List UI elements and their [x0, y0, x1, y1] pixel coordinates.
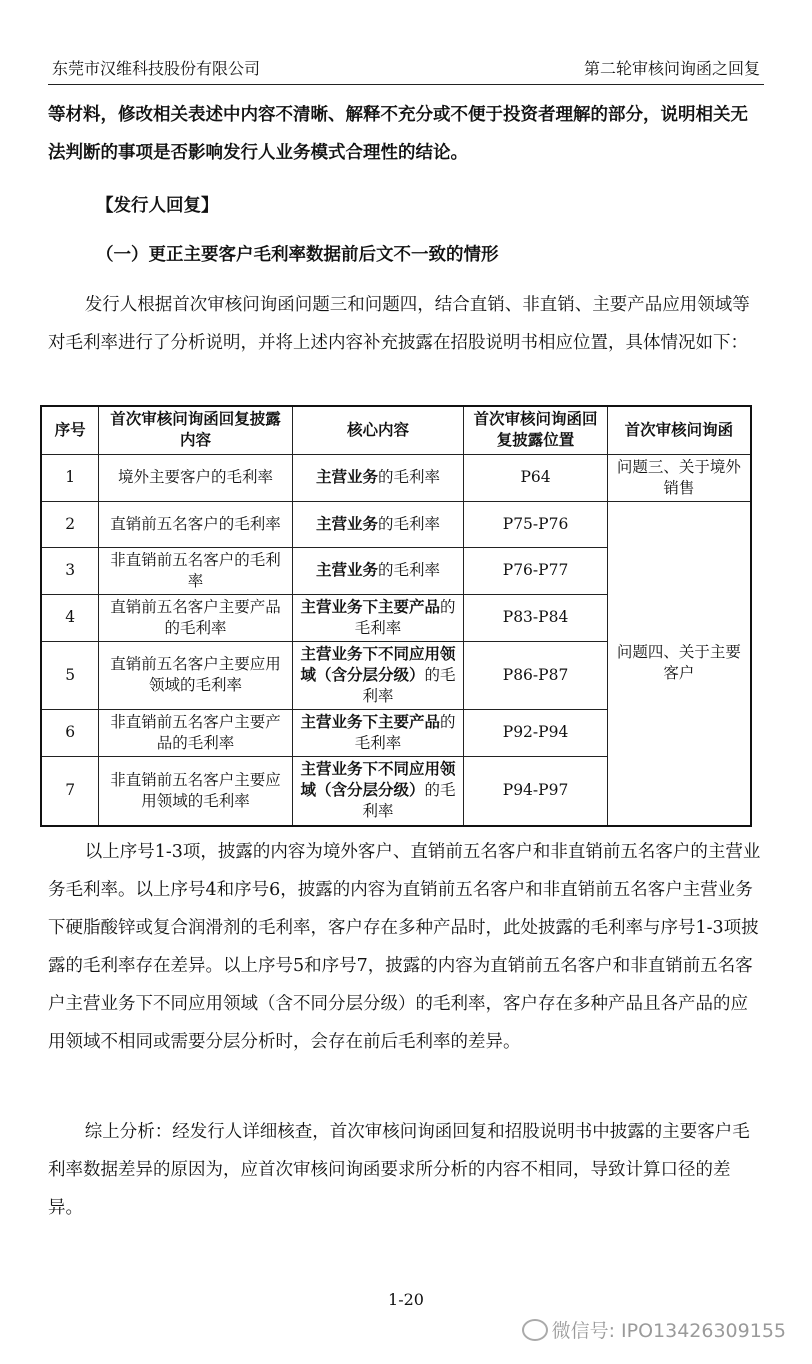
row-content: 非直销前五名客户主要应用领域的毛利率: [99, 756, 292, 826]
company-name: 东莞市汉维科技股份有限公司: [52, 59, 261, 78]
row-core: 主营业务下不同应用领域（含分层分级）的毛利率: [292, 641, 464, 709]
header-no: 序号: [41, 406, 99, 454]
row-no: 1: [41, 454, 99, 501]
row-no: 6: [41, 709, 99, 756]
row-no: 2: [41, 501, 99, 547]
watermark-text: 微信号: IPO13426309155: [551, 1320, 786, 1342]
row-core: 主营业务的毛利率: [292, 547, 464, 594]
disclosure-table: [40, 405, 752, 827]
section-heading: （一）更正主要客户毛利率数据前后文不一致的情形: [96, 245, 499, 265]
reply-heading: 【发行人回复】: [96, 196, 219, 216]
paragraph-1: 发行人根据首次审核问询函问题三和问题四，结合直销、非直销、主要产品应用领域等对毛利率进行了分析说明，并将上述内容补充披露在招股说明书相应位置，具体情况如下：: [48, 295, 750, 353]
row-no: 5: [41, 641, 99, 709]
row-position: P76-P77: [464, 547, 608, 594]
row-position: P64: [464, 454, 608, 501]
header-position: 首次审核问询函回复披露位置: [464, 406, 608, 454]
row-content: 境外主要客户的毛利率: [99, 454, 292, 501]
table-header-row: [41, 406, 751, 454]
table-row: [41, 501, 751, 547]
row-no: 7: [41, 756, 99, 826]
document-title: 第二轮审核问询函之回复: [583, 59, 760, 78]
row-position: P75-P76: [464, 501, 608, 547]
row-position: P94-P97: [464, 756, 608, 826]
row-core: 主营业务下主要产品的毛利率: [292, 594, 464, 641]
page-number: 1-20: [388, 1290, 424, 1309]
row-no: 4: [41, 594, 99, 641]
table-row: [41, 454, 751, 501]
row-position: P86-P87: [464, 641, 608, 709]
row-core: 主营业务下主要产品的毛利率: [292, 709, 464, 756]
paragraph-2: 以上序号1-3项，披露的内容为境外客户、直销前五名客户和非直销前五名客户的主营业务毛利率。以上序号4和序号6，披露的内容为直销前五名客户和非直销前五名客户主营业务下硬脂酸锌或复合润滑剂的毛利率，客户存在多种产品时，此处披露的毛利率与序号1-3项披露的毛利率存在差异。以上序号5和序号7，披露的内容为直销前五名客户和非直销前五名客户主营业务下不同应用领域（含不同分层分级）的毛利率，客户存在多种产品且各产品的应用领域不相同或需要分层分析时，会存在前后毛利率的差异。: [48, 842, 761, 1052]
paragraph-3: 综上分析：经发行人详细核查，首次审核问询函回复和招股说明书中披露的主要客户毛利率数据差异的原因为，应首次审核问询函要求所分析的内容不相同，导致计算口径的差异。: [48, 1122, 750, 1218]
row-core: 主营业务的毛利率: [292, 501, 464, 547]
row-question-merged: 问题四、关于主要客户: [607, 501, 751, 826]
intro-paragraph: 等材料，修改相关表述中内容不清晰、解释不充分或不便于投资者理解的部分，说明相关无法判断的事项是否影响发行人业务模式合理性的结论。: [48, 105, 748, 163]
row-content: 非直销前五名客户的毛利率: [99, 547, 292, 594]
header-core: 核心内容: [292, 406, 464, 454]
row-content: 非直销前五名客户主要产品的毛利率: [99, 709, 292, 756]
row-position: P92-P94: [464, 709, 608, 756]
row-core: 主营业务的毛利率: [292, 454, 464, 501]
row-position: P83-P84: [464, 594, 608, 641]
row-content: 直销前五名客户主要产品的毛利率: [99, 594, 292, 641]
row-question: 问题三、关于境外销售: [607, 454, 751, 501]
row-core: 主营业务下不同应用领域（含分层分级）的毛利率: [292, 756, 464, 826]
wechat-icon: [522, 1319, 548, 1341]
header-content: 首次审核问询函回复披露内容: [99, 406, 292, 454]
row-content: 直销前五名客户的毛利率: [99, 501, 292, 547]
row-no: 3: [41, 547, 99, 594]
watermark: [522, 1316, 786, 1343]
row-content: 直销前五名客户主要应用领域的毛利率: [99, 641, 292, 709]
page-header: [48, 52, 764, 85]
header-question: 首次审核问询函: [607, 406, 751, 454]
